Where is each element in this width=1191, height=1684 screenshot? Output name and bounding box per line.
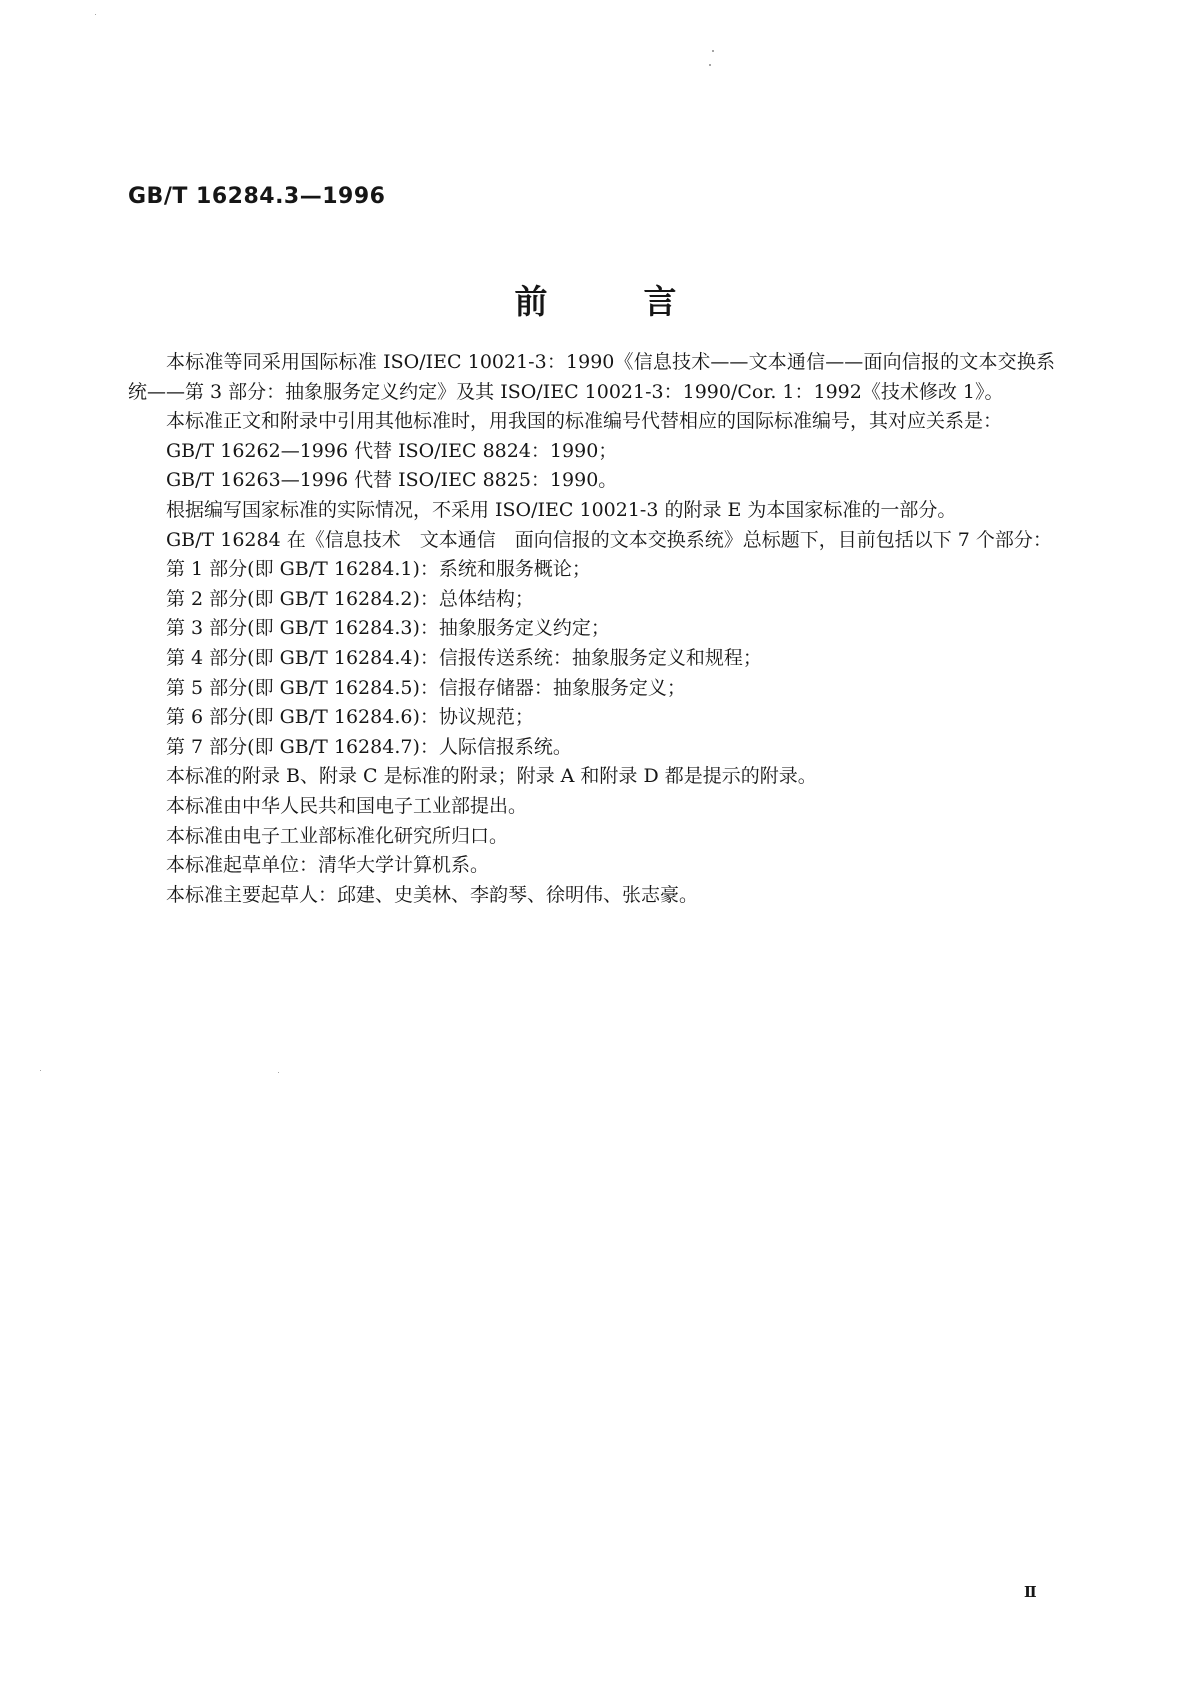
scan-speck	[709, 64, 711, 66]
part-list-item: 第 1 部分(即 GB/T 16284.1)：系统和服务概论；	[166, 558, 591, 581]
scan-speck	[712, 50, 714, 52]
part-list-item: 第 5 部分(即 GB/T 16284.5)：信报存储器：抽象服务定义；	[166, 676, 686, 699]
paragraph-administrator: 本标准由电子工业部标准化研究所归口。	[166, 824, 509, 847]
page-number: Ⅱ	[1024, 1583, 1037, 1601]
scan-speck	[40, 1070, 41, 1071]
mapping-item: GB/T 16262—1996 代替 ISO/IEC 8824：1990；	[166, 439, 618, 462]
paragraph-annex-e: 根据编写国家标准的实际情况，不采用 ISO/IEC 10021-3 的附录 E 为本国家标准的一部分。	[166, 498, 957, 521]
paragraph-drafters: 本标准主要起草人：邱建、史美林、李韵琴、徐明伟、张志豪。	[166, 883, 699, 906]
mapping-item: GB/T 16263—1996 代替 ISO/IEC 8825：1990。	[166, 469, 618, 492]
paragraph-drafting-unit: 本标准起草单位：清华大学计算机系。	[166, 854, 490, 877]
page-title: 前言	[514, 282, 773, 321]
paragraph-adoption: 本标准等同采用国际标准 ISO/IEC 10021-3：1990《信息技术——文本通信——面向信报的文本交换系统——第 3 部分：抽象服务定义约定》及其 ISO/IEC 10021-3：1990/Cor. 1：1992《技术修改 1》。	[128, 351, 1055, 403]
paragraph-proposer: 本标准由中华人民共和国电子工业部提出。	[166, 794, 528, 817]
paragraph-annex-status: 本标准的附录 B、附录 C 是标准的附录；附录 A 和附录 D 都是提示的附录。	[166, 765, 817, 788]
foreword-body	[128, 348, 1055, 910]
paragraph-reference-mapping: 本标准正文和附录中引用其他标准时，用我国的标准编号代替相应的国际标准编号，其对应关系是：	[166, 410, 1003, 433]
part-list-item: 第 2 部分(即 GB/T 16284.2)：总体结构；	[166, 587, 534, 610]
scan-speck	[95, 14, 96, 15]
part-list-item: 第 6 部分(即 GB/T 16284.6)：协议规范；	[166, 706, 534, 729]
paragraph-series-overview: GB/T 16284 在《信息技术 文本通信 面向信报的文本交换系统》总标题下，目前包括以下 7 个部分：	[166, 528, 1052, 551]
part-list-item: 第 7 部分(即 GB/T 16284.7)：人际信报系统。	[166, 735, 572, 758]
scan-speck	[278, 1072, 279, 1073]
part-list-item: 第 3 部分(即 GB/T 16284.3)：抽象服务定义约定；	[166, 617, 610, 640]
standard-code-header: GB/T 16284.3—1996	[128, 184, 386, 209]
part-list-item: 第 4 部分(即 GB/T 16284.4)：信报传送系统：抽象服务定义和规程；	[166, 646, 762, 669]
